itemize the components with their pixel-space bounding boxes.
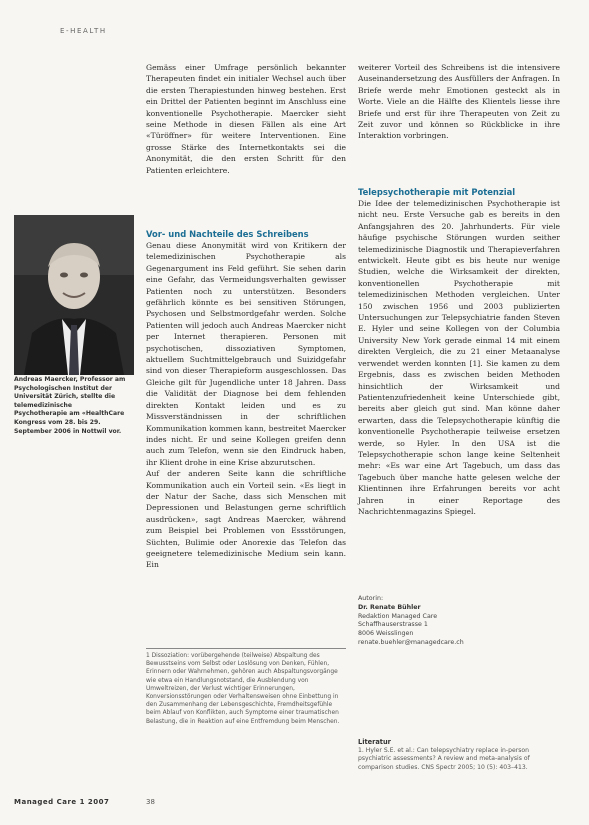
portrait-photo (14, 215, 134, 375)
section-heading: Vor- und Nachteile des Schreibens (146, 229, 309, 239)
footnote: 1 Dissoziation: vorübergehende (teilweise) Abspaltung des Bewusstseins vom Selbst oder Loslösung von Denken, Fühlen, Erinnern oder Wahrnehmen, gehören auch Abspaltungsvorgänge wie etwa ein Handlungsnotstand, die Ausblendung von Umweltreizen, der Verlust wichtiger Erinnerungen, Konversionsstörungen oder Verhaltensweisen ohne Einbettung in den Zusammenhang der Lebensgeschichte, Fremdheitsgefühle beim Ablauf von Konflikten, auch Symptome einer traumatischen Belastung, die in Reaktion auf eine Entfremdung beim Menschen. (146, 648, 346, 726)
author-line: Schaffhauserstrasse 1 (358, 621, 428, 629)
column-2-body (358, 186, 560, 517)
page-number: 38 (146, 798, 155, 806)
author-email: renate.buehler@managedcare.ch (358, 638, 464, 646)
column-1-body (146, 228, 346, 571)
photo-caption: Andreas Maercker, Professor am Psychologischen Institut der Universität Zürich, stellte die telemedizinische Psychotherapie am «HealthCare Kongress vom 28. bis 29. September 2006 in Nottwil vor. (14, 376, 126, 435)
portrait-illustration (14, 215, 134, 375)
literature-box (358, 738, 560, 772)
author-line: Redaktion Managed Care (358, 612, 438, 620)
author-line: 8006 Weisslingen (358, 630, 414, 638)
paragraph: Auf der anderen Seite kann die schriftliche Kommunikation auch ein Vorteil sein. «Es liegt in der Natur der Sache, dass sich Menschen mit Depressionen und Belastungen gerne schriftlich ausdrücken», sagt Andreas Maercker, während zum Beispiel bei Problemen von Essstörungen, Süchten, Bulimie oder Anorexie das Telefon das geeignetere telemedizinische Medium sein kann. Ein (146, 469, 346, 570)
journal-footer: Managed Care 1 2007 (14, 798, 110, 806)
author-label: Autorin: (358, 595, 384, 602)
literature-reference: 1. Hyler S.E. et al.: Can telepsychiatry replace in-person psychiatric assessments? A review and meta-analysis of comparison studies. CNS Spectr 2005; 10 (5): 403–413. (358, 746, 530, 771)
paragraph: Gemäss einer Umfrage persönlich bekannter Therapeuten findet ein initialer Wechsel auch über die ersten Therapiestunden hinweg bestehen. Erst ein Drittel der Patienten beginnt im Anschluss eine konventionelle Psychotherapie. Maercker sieht seine Methode in diesen Fällen als eine Art «Türöffner» für weitere Interventionen. Eine grosse Stärke des Internetkontakts sei die Anonymität, die den ersten Schritt für den Patienten erleichtere. (146, 63, 346, 175)
paragraph: weiterer Vorteil des Schreibens ist die intensivere Auseinandersetzung des Ausfüllers der Anfragen. In Briefe werde mehr Emotionen gesteckt als in Worte. Viele an die Hälfte des Klientels liesse ihre Briefe und erst für ihre Therapeuten von Zeit zu Zeit zuvor und können so Rückblicke in ihre Interaktion vorbringen. (358, 63, 560, 141)
author-box (358, 595, 560, 648)
section-tag: E-HEALTH (60, 27, 107, 35)
author-name: Dr. Renate Bühler (358, 603, 421, 611)
section-heading: Telepsychotherapie mit Potenzial (358, 187, 516, 197)
literature-title: Literatur (358, 738, 391, 746)
column-1-intro (146, 62, 346, 176)
column-2-intro (358, 62, 560, 142)
paragraph: Die Idee der telemedizinischen Psychotherapie ist nicht neu. Erste Versuche gab es bereits in den Anfangsjahren des 20. Jahrhunderts. Für viele häufige psychische Störungen wurden seither telemedizinische Diagnostik und Therapieverfahren entwickelt. Heute gibt es bis heute nur wenige Studien, welche die Wirksamkeit der direkten, konventionellen Psychotherapie mit telemedizinischen Methoden vergleichen. Unter 150 zwischen 1956 und 2003 publizierten Untersuchungen zur Telepsychiatrie fanden Steven E. Hyler und seine Kollegen von der Columbia University New York gerade einmal 14 mit einem direkten Vergleich, die zu 21 einer Metaanalyse verwendet werden konnten [1]. Sie kamen zu dem Ergebnis, dass es zwischen beiden Methoden hinsichtlich der Wirksamkeit und Patientenzufriedenheit keine Unterschiede gibt, bereits aber gleich gut sind. Man könne daher erwarten, dass die Telepsychotherapie künftig die konventionelle Psychotherapie teilweise ersetzen werde, so Hyler. In den USA ist die Telepsychotherapie schon lange keine Seltenheit mehr: «Es war eine Art Tagebuch, um dass das Tagebuch über manche hatte gelesen welche der Klientinnen ihre Erfahrungen bereits vor acht Jahren in einer Reportage des Nachrichtenmagazins Spiegel. (358, 199, 560, 516)
paragraph: Genau diese Anonymität wird von Kritikern der telemedizinischen Psychotherapie als Gegenargument ins Feld geführt. Sie sehen darin eine Gefahr, das Vermeidungsverhalten gewisser Patienten noch zu unterstützen. Besonders gefährlich könnte es bei sensitiven Störungen, Psychosen und Selbstmordgefahr werden. Solche Patienten will jedoch auch Andreas Maercker nicht per Internet therapieren. Personen mit psychotischen, dissoziativen Symptomen, aktuellem Suchtmittelgebrauch und Suizidgefahr sind von dieser Therapieform ausgeschlossen. Das Gleiche gilt für Jugendliche unter 18 Jahren. Dass die Validität der Diagnose bei dem fehlenden direkten Kontakt leiden und es zu Missverständnissen in der schriftlichen Kommunikation kommen kann, bestreitet Maercker indes nicht. Er und seine Kollegen greifen denn auch zum Telefon, wenn sie den Eindruck haben, ihr Klient drohe in eine Krise abzurutschen. (146, 241, 346, 467)
